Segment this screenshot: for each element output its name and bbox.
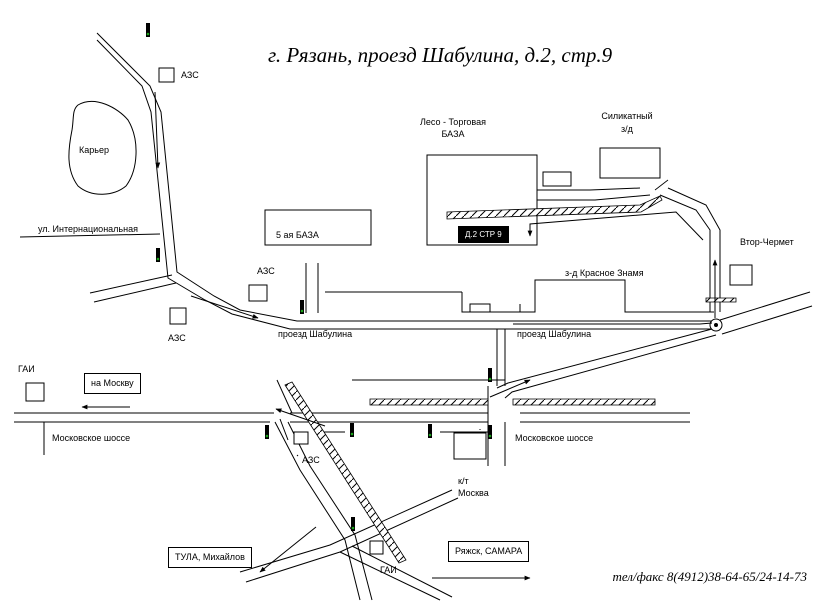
tula-sign: ТУЛА, Михайлов: [168, 547, 252, 568]
vtorchermet-label: Втор-Чермет: [740, 237, 794, 247]
mosk-shosse-left-label: Московское шоссе: [52, 433, 131, 443]
azs-mid-label: АЗС: [257, 266, 275, 276]
azs-bottom-label: АЗС: [302, 455, 320, 465]
mosk-shosse-right-label: Московское шоссе: [515, 433, 594, 443]
to-moscow-sign: на Москву: [84, 373, 141, 394]
kt-label-1: к/т: [458, 476, 469, 486]
shabulina-right-label: проезд Шабулина: [517, 329, 592, 339]
road-west-branch: [90, 275, 172, 293]
karier-label: Карьер: [79, 145, 109, 155]
silikat-label-1: Силикатный: [601, 111, 653, 121]
map-title: г. Рязань, проезд Шабулина, д.2, стр.9: [268, 43, 613, 67]
phone-fax-label: тел/факс 8(4912)38-64-65/24-14-73: [612, 569, 807, 584]
kt-label-2: Москва: [458, 488, 489, 498]
azs-left-label: АЗС: [168, 333, 186, 343]
gai-bottom-label: ГАИ: [380, 565, 397, 575]
azs-top-label: АЗС: [181, 70, 199, 80]
road-internacionalnaya-right: [97, 40, 712, 329]
leso-label-1: Лесо - Торговая: [420, 117, 486, 127]
krasnoe-znamya-label: з-д Красное Знамя: [565, 268, 644, 278]
shabulina-left-label: проезд Шабулина: [278, 329, 353, 339]
silikat-label-2: з/д: [621, 124, 633, 134]
ryazhsk-sign: Ряжск, САМАРА: [448, 541, 529, 562]
target-marker: Д.2 СТР 9: [458, 226, 509, 243]
leso-label-2: БАЗА: [441, 129, 465, 139]
gai-left-label: ГАИ: [18, 364, 35, 374]
road-west-branch-2: [94, 283, 176, 302]
railway-icon: [285, 180, 736, 563]
internacionalnaya-label: ул. Интернациональная: [38, 224, 138, 234]
baza5-label: 5 ая БАЗА: [276, 230, 319, 240]
